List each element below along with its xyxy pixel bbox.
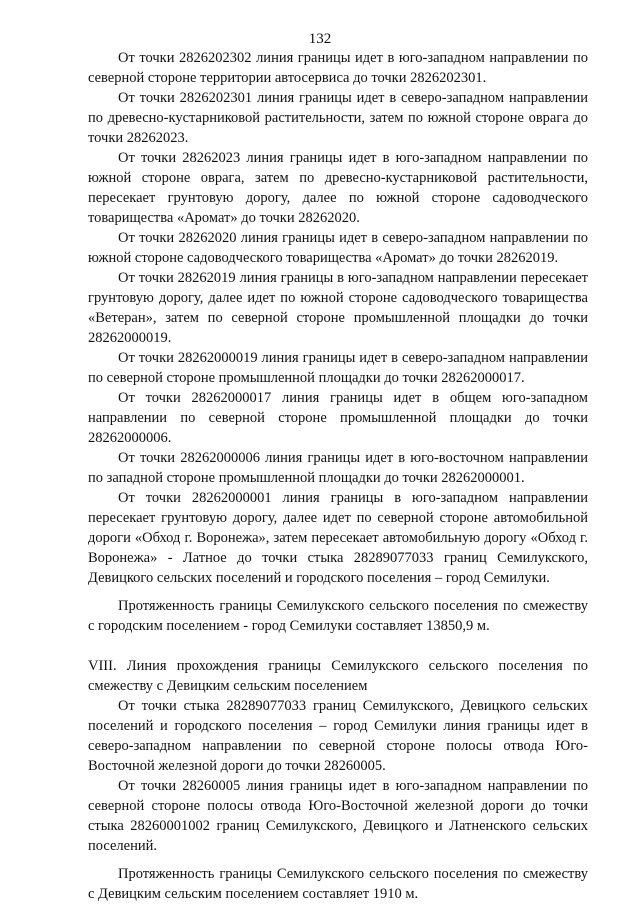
paragraph: От точки 28262020 линия границы идет в северо-западном направлении по южной стороне садоводческого товарищества «Аромат» до точки 28262019. (88, 230, 588, 266)
document-body (88, 48, 588, 904)
paragraph: От точки 2826202301 линия границы идет в северо-западном направлении по древесно-кустарниковой растительности, затем по южной стороне оврага до точки 28262023. (88, 90, 588, 146)
paragraph: От точки 28262019 линия границы в юго-западном направлении пересекает грунтовую дорогу, далее идет по южной стороне садоводческого товарищества «Ветеран», затем по северной стороне промышленной площадки до точки 28262000019. (88, 270, 588, 346)
paragraph: От точки 28262023 линия границы идет в юго-западном направлении по южной стороне оврага, затем по древесно-кустарниковой растительности, пересекает грунтовую дорогу, далее по южной стороне садоводческого товарищества «Аромат» до точки 28262020. (88, 150, 588, 226)
paragraph: От точки стыка 28289077033 границ Семилукского, Девицкого сельских поселений и городского поселения – город Семилуки линия границы идет в северо-западном направлении по северной стороне полосы отвода Юго-Восточной железной дороги до точки 28260005. (88, 698, 588, 774)
paragraph: От точки 28262000006 линия границы идет в юго-восточном направлении по западной стороне промышленной площадки до точки 28262000001. (88, 450, 588, 486)
paragraph: От точки 28262000017 линия границы идет в общем юго-западном направлении по северной стороне промышленной площадки до точки 28262000006. (88, 390, 588, 446)
section-heading: VIII. Линия прохождения границы Семилукского сельского поселения по смежеству с Девицким сельским поселением (88, 658, 588, 694)
boundary-length-paragraph: Протяженность границы Семилукского сельского поселения по смежеству с Девицким сельским поселением составляет 1910 м. (88, 866, 588, 902)
paragraph: От точки 28262000001 линия границы в юго-западном направлении пересекает грунтовую дорогу, далее идет по северной стороне автомобильной дороги «Обход г. Воронежа», затем пересекает автомобильную дорогу «Обход г. Воронежа» - Латное до точки стыка 28289077033 границ Семилукского, Девицкого сельских поселений и городского поселения – город Семилуки. (88, 490, 588, 586)
paragraph: От точки 2826202302 линия границы идет в юго-западном направлении по северной стороне территории автосервиса до точки 2826202301. (88, 50, 588, 86)
page-number: 132 (308, 31, 332, 47)
boundary-length-paragraph: Протяженность границы Семилукского сельского поселения по смежеству с городским поселением - город Семилуки составляет 13850,9 м. (88, 598, 588, 634)
paragraph: От точки 28260005 линия границы идет в юго-западном направлении по северной стороне полосы отвода Юго-Восточной железной дороги до точки стыка 28260001002 границ Семилукского, Девицкого и Латненского сельских поселений. (88, 778, 588, 854)
paragraph: От точки 28262000019 линия границы идет в северо-западном направлении по северной стороне промышленной площадки до точки 28262000017. (88, 350, 588, 386)
